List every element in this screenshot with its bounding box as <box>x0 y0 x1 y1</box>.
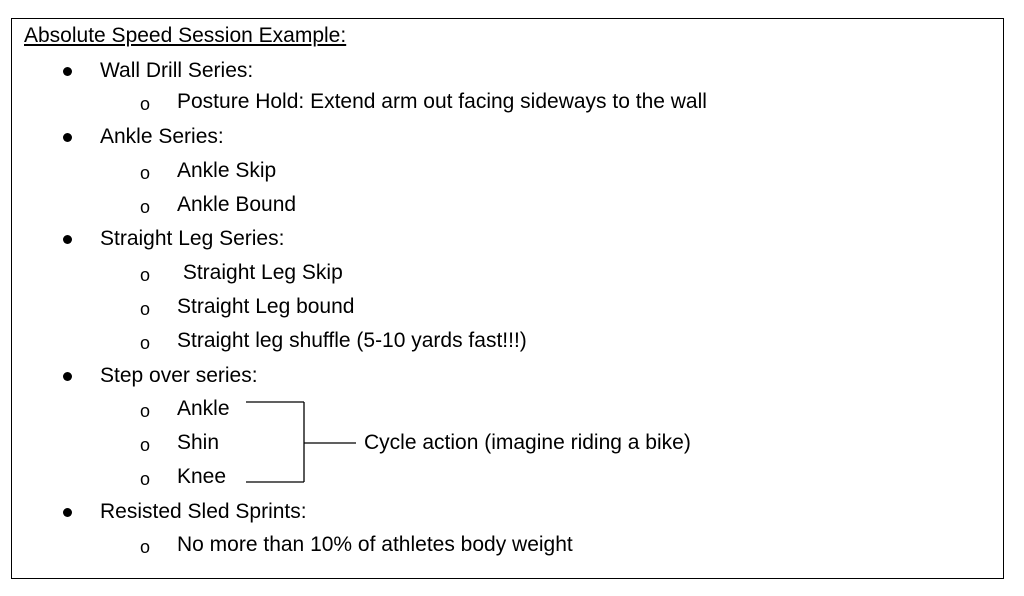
item-straight-leg-shuffle: Straight leg shuffle (5-10 yards fast!!!) <box>177 329 527 352</box>
sub-bullet-ring: o <box>140 163 151 183</box>
section-label-wall-drill: Wall Drill Series: <box>100 59 254 82</box>
item-posture-hold: Posture Hold: Extend arm out facing sideways to the wall <box>177 90 707 113</box>
section-label-step-over: Step over series: <box>100 364 258 387</box>
sub-bullet-ring: o <box>140 333 151 353</box>
item-straight-leg-skip: Straight Leg Skip <box>177 261 343 284</box>
item-ankle: Ankle <box>177 397 230 420</box>
item-body-weight-limit: No more than 10% of athletes body weight <box>177 533 573 556</box>
item-ankle-skip: Ankle Skip <box>177 159 277 182</box>
sub-bullet-ring: o <box>140 299 151 319</box>
document-title: Absolute Speed Session Example: <box>24 24 347 47</box>
sub-bullet-ring: o <box>140 197 151 217</box>
item-straight-leg-bound: Straight Leg bound <box>177 295 355 318</box>
bullet-dot <box>63 508 72 517</box>
section-label-ankle: Ankle Series: <box>100 125 224 148</box>
item-ankle-bound: Ankle Bound <box>177 193 297 216</box>
sub-bullet-ring: o <box>140 469 151 489</box>
sub-bullet-ring: o <box>140 94 151 114</box>
item-shin: Shin <box>177 431 220 454</box>
sub-bullet-ring: o <box>140 537 151 557</box>
item-knee: Knee <box>177 465 227 488</box>
sub-bullet-ring: o <box>140 265 151 285</box>
sub-bullet-ring: o <box>140 401 151 421</box>
section-label-resisted-sled: Resisted Sled Sprints: <box>100 500 307 523</box>
section-label-straight-leg: Straight Leg Series: <box>100 227 285 250</box>
sub-bullet-ring: o <box>140 435 151 455</box>
cycle-action-annotation: Cycle action (imagine riding a bike) <box>364 431 691 454</box>
